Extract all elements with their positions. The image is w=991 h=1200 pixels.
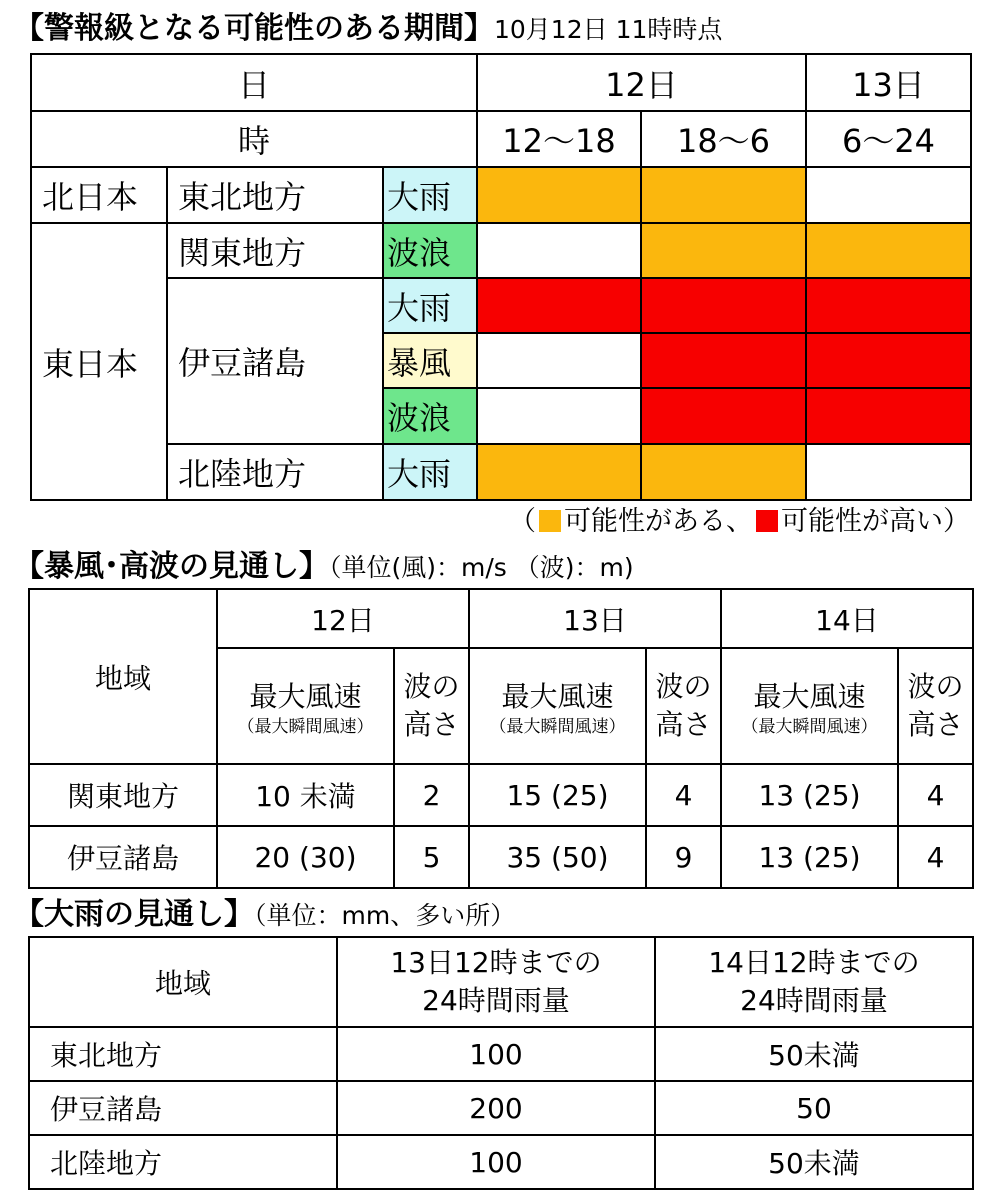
- phenomenon-label: 波浪: [383, 223, 477, 278]
- wind-value: 10 未満: [217, 764, 394, 826]
- phenomenon-label: 波浪: [383, 388, 477, 444]
- rainfall-value: 200: [337, 1081, 655, 1135]
- rainfall-13-header: [337, 937, 655, 1027]
- phenomenon-label: 暴風: [383, 333, 477, 388]
- level-cell-possible: [806, 223, 971, 278]
- wave-value: 4: [898, 826, 973, 888]
- rainfall-value: 100: [337, 1027, 655, 1081]
- region-name: 東北地方: [167, 167, 383, 223]
- heavy-rain-table: [28, 936, 974, 1190]
- max-gust-label: （最大瞬間風速）: [741, 716, 878, 737]
- region-name: 伊豆諸島: [167, 278, 383, 444]
- time-header-label: 時: [31, 111, 477, 167]
- level-cell-high: [806, 333, 971, 388]
- phenomenon-label: 大雨: [383, 167, 477, 223]
- wind-wave-heading: [14, 549, 634, 584]
- warning-period-table: [30, 53, 972, 501]
- level-cell-high: [641, 278, 806, 333]
- wave-label-line2: 高さ: [403, 708, 460, 741]
- wind-value: 13 (25): [721, 826, 898, 888]
- wave-value: 4: [646, 764, 721, 826]
- table-row: [31, 278, 971, 333]
- max-wind-label: 最大風速: [753, 679, 866, 713]
- level-cell-possible: [477, 167, 641, 223]
- phenomenon-label: 大雨: [383, 278, 477, 333]
- red-square-icon: [756, 510, 778, 532]
- level-cell-empty: [477, 333, 641, 388]
- heavy-rain-units: （単位：mm、多い所）: [254, 901, 516, 930]
- day-header: 14日: [721, 589, 973, 648]
- level-cell-possible: [641, 167, 806, 223]
- region-name: 伊豆諸島: [29, 1081, 337, 1135]
- rainfall-value: 50未満: [655, 1027, 973, 1081]
- level-cell-possible: [477, 444, 641, 500]
- region-name: 伊豆諸島: [29, 826, 217, 888]
- level-cell-high: [641, 333, 806, 388]
- level-cell-high: [806, 388, 971, 444]
- wind-value: 20 (30): [217, 826, 394, 888]
- max-wind-header: [469, 648, 646, 764]
- wave-value: 4: [898, 764, 973, 826]
- area-category: 東日本: [31, 223, 167, 500]
- day-12-header: 12日: [477, 54, 806, 111]
- wave-height-header: [646, 648, 721, 764]
- rainfall-value: 50: [655, 1081, 973, 1135]
- day-header-label: 日: [31, 54, 477, 111]
- level-legend: [0, 508, 970, 535]
- wind-wave-title: 【暴風･高波の見通し】: [14, 549, 329, 584]
- wave-label-line1: 波の: [655, 670, 712, 704]
- legend-possible-label: 可能性がある、: [564, 506, 753, 537]
- table-row: [31, 167, 971, 223]
- wave-value: 5: [394, 826, 469, 888]
- wave-height-header: [898, 648, 973, 764]
- heavy-rain-heading: [14, 897, 516, 932]
- region-name: 関東地方: [29, 764, 217, 826]
- day-header: 12日: [217, 589, 469, 648]
- table-row: [31, 444, 971, 500]
- warning-period-title: 【警報級となる可能性のある期間】: [14, 11, 494, 46]
- max-wind-header: [721, 648, 898, 764]
- time-header-row: [31, 111, 971, 167]
- warning-period-heading: [14, 11, 723, 46]
- rainfall-value: 100: [337, 1135, 655, 1189]
- header-row: [29, 937, 973, 1027]
- rainfall-13-line1: 13日12時までの: [390, 946, 602, 980]
- table-row: [29, 764, 973, 826]
- legend-close-paren: ）: [943, 506, 970, 537]
- period-header: 6～24: [806, 111, 971, 167]
- wave-value: 9: [646, 826, 721, 888]
- table-row: [29, 1081, 973, 1135]
- level-cell-empty: [477, 223, 641, 278]
- wind-wave-units: （単位(風)：m/s （波)：m): [329, 553, 634, 582]
- day-header-row: [31, 54, 971, 111]
- phenomenon-label: 大雨: [383, 444, 477, 500]
- level-cell-high: [806, 278, 971, 333]
- region-name: 北陸地方: [29, 1135, 337, 1189]
- wave-label-line2: 高さ: [907, 708, 964, 741]
- wind-value: 13 (25): [721, 764, 898, 826]
- level-cell-high: [477, 278, 641, 333]
- region-name: 北陸地方: [167, 444, 383, 500]
- region-header: 地域: [29, 589, 217, 764]
- wave-label-line1: 波の: [907, 670, 964, 704]
- wind-wave-table: [28, 588, 974, 889]
- region-name: 東北地方: [29, 1027, 337, 1081]
- max-gust-label: （最大瞬間風速）: [489, 716, 626, 737]
- heavy-rain-title: 【大雨の見通し】: [14, 897, 254, 932]
- max-gust-label: （最大瞬間風速）: [237, 716, 374, 737]
- wind-value: 15 (25): [469, 764, 646, 826]
- day-header: 13日: [469, 589, 721, 648]
- level-cell-possible: [641, 223, 806, 278]
- rainfall-14-header: [655, 937, 973, 1027]
- table-row: [29, 1135, 973, 1189]
- level-cell-high: [641, 388, 806, 444]
- legend-open-paren: （: [509, 506, 536, 537]
- warning-period-timestamp: 10月12日 11時時点: [494, 15, 723, 44]
- max-wind-label: 最大風速: [501, 679, 614, 713]
- area-category: 北日本: [31, 167, 167, 223]
- rainfall-14-line1: 14日12時までの: [708, 946, 920, 980]
- day-header-row: [29, 589, 973, 648]
- level-cell-empty: [806, 444, 971, 500]
- table-row: [31, 223, 971, 278]
- level-cell-empty: [477, 388, 641, 444]
- table-row: [29, 826, 973, 888]
- region-name: 関東地方: [167, 223, 383, 278]
- rainfall-13-line2: 24時間雨量: [422, 984, 570, 1017]
- wave-label-line2: 高さ: [655, 708, 712, 741]
- wave-height-header: [394, 648, 469, 764]
- max-wind-label: 最大風速: [249, 679, 362, 713]
- level-cell-empty: [806, 167, 971, 223]
- period-header: 18～6: [641, 111, 806, 167]
- period-header: 12～18: [477, 111, 641, 167]
- legend-high-label: 可能性が高い: [781, 506, 943, 537]
- rainfall-14-line2: 24時間雨量: [740, 984, 888, 1017]
- wind-value: 35 (50): [469, 826, 646, 888]
- wave-label-line1: 波の: [403, 670, 460, 704]
- orange-square-icon: [539, 510, 561, 532]
- rainfall-value: 50未満: [655, 1135, 973, 1189]
- wave-value: 2: [394, 764, 469, 826]
- region-header: 地域: [29, 937, 337, 1027]
- max-wind-header: [217, 648, 394, 764]
- table-row: [29, 1027, 973, 1081]
- day-13-header: 13日: [806, 54, 971, 111]
- level-cell-possible: [641, 444, 806, 500]
